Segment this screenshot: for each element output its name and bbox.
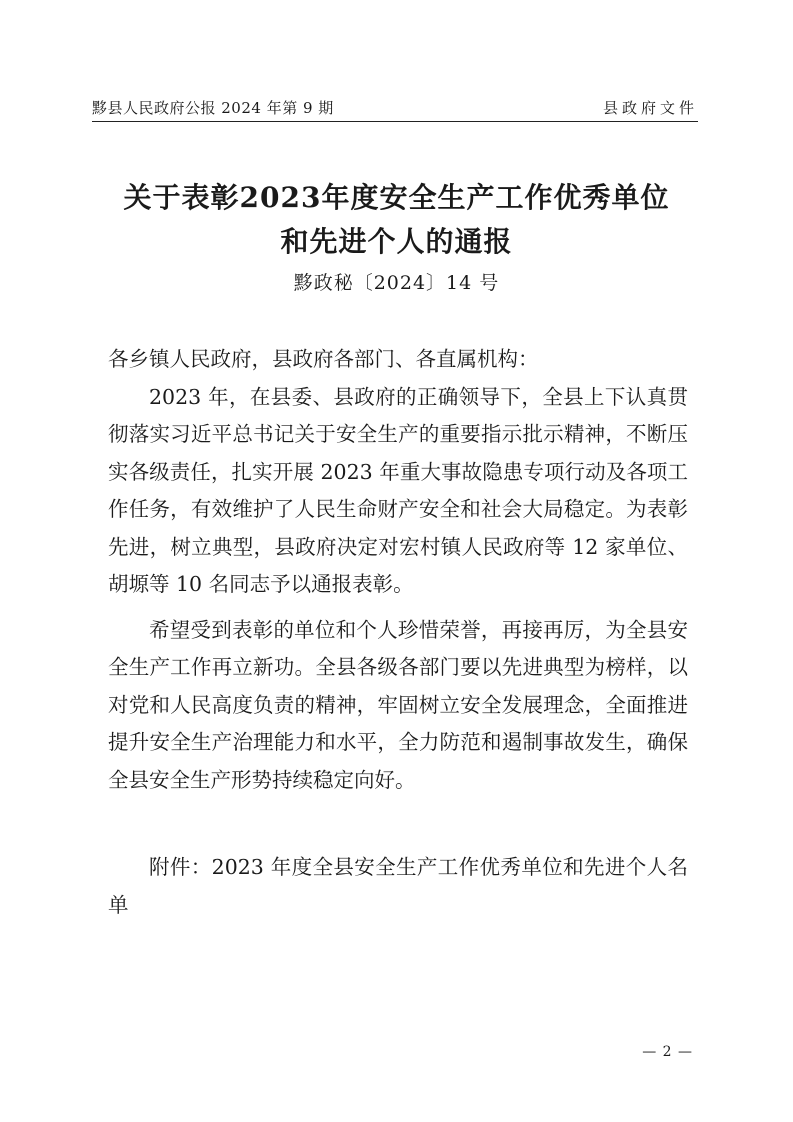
document-body <box>108 341 688 924</box>
document-category-label: 县政府文件 <box>602 99 698 117</box>
title-line-1: 关于表彰2023年度安全生产工作优秀单位 <box>123 181 670 214</box>
title-line-2: 和先进个人的通报 <box>280 225 513 258</box>
document-title <box>60 176 733 264</box>
body-paragraph-2: 希望受到表彰的单位和个人珍惜荣誉，再接再厉，为全县安全生产工作再立新功。全县各级各部门要以先进典型为榜样，以对党和人民高度负责的精神，牢固树立安全发展理念，全面推进提升安全生产治理能力和水平，全力防范和遏制事故发生，确保全县安全生产形势持续稳定向好。 <box>108 617 688 792</box>
page-number: — 2 — <box>642 1044 693 1060</box>
attachment-note: 附件：2023 年度全县安全生产工作优秀单位和先进个人名单 <box>108 855 688 917</box>
gazette-issue-label: 黟县人民政府公报 2024 年第 9 期 <box>92 99 334 117</box>
page-header <box>92 92 698 118</box>
document-number: 黟政秘〔2024〕14 号 <box>293 272 500 294</box>
body-paragraph-1: 2023 年，在县委、县政府的正确领导下，全县上下认真贯彻落实习近平总书记关于安全生产的重要指示批示精神，不断压实各级责任，扎实开展 2023 年重大事故隐患专项行动及各项工作任务，有效维护了人民生命财产安全和社会大局稳定。为表彰先进，树立典型，县政府决定对宏村镇人民政府等 12 家单位、胡塬等 10 名同志予以通报表彰。 <box>108 384 688 596</box>
header-divider <box>92 121 698 122</box>
attachment-spacer <box>108 799 688 849</box>
salutation: 各乡镇人民政府，县政府各部门、各直属机构： <box>108 347 539 371</box>
paragraph-spacer <box>108 604 688 612</box>
